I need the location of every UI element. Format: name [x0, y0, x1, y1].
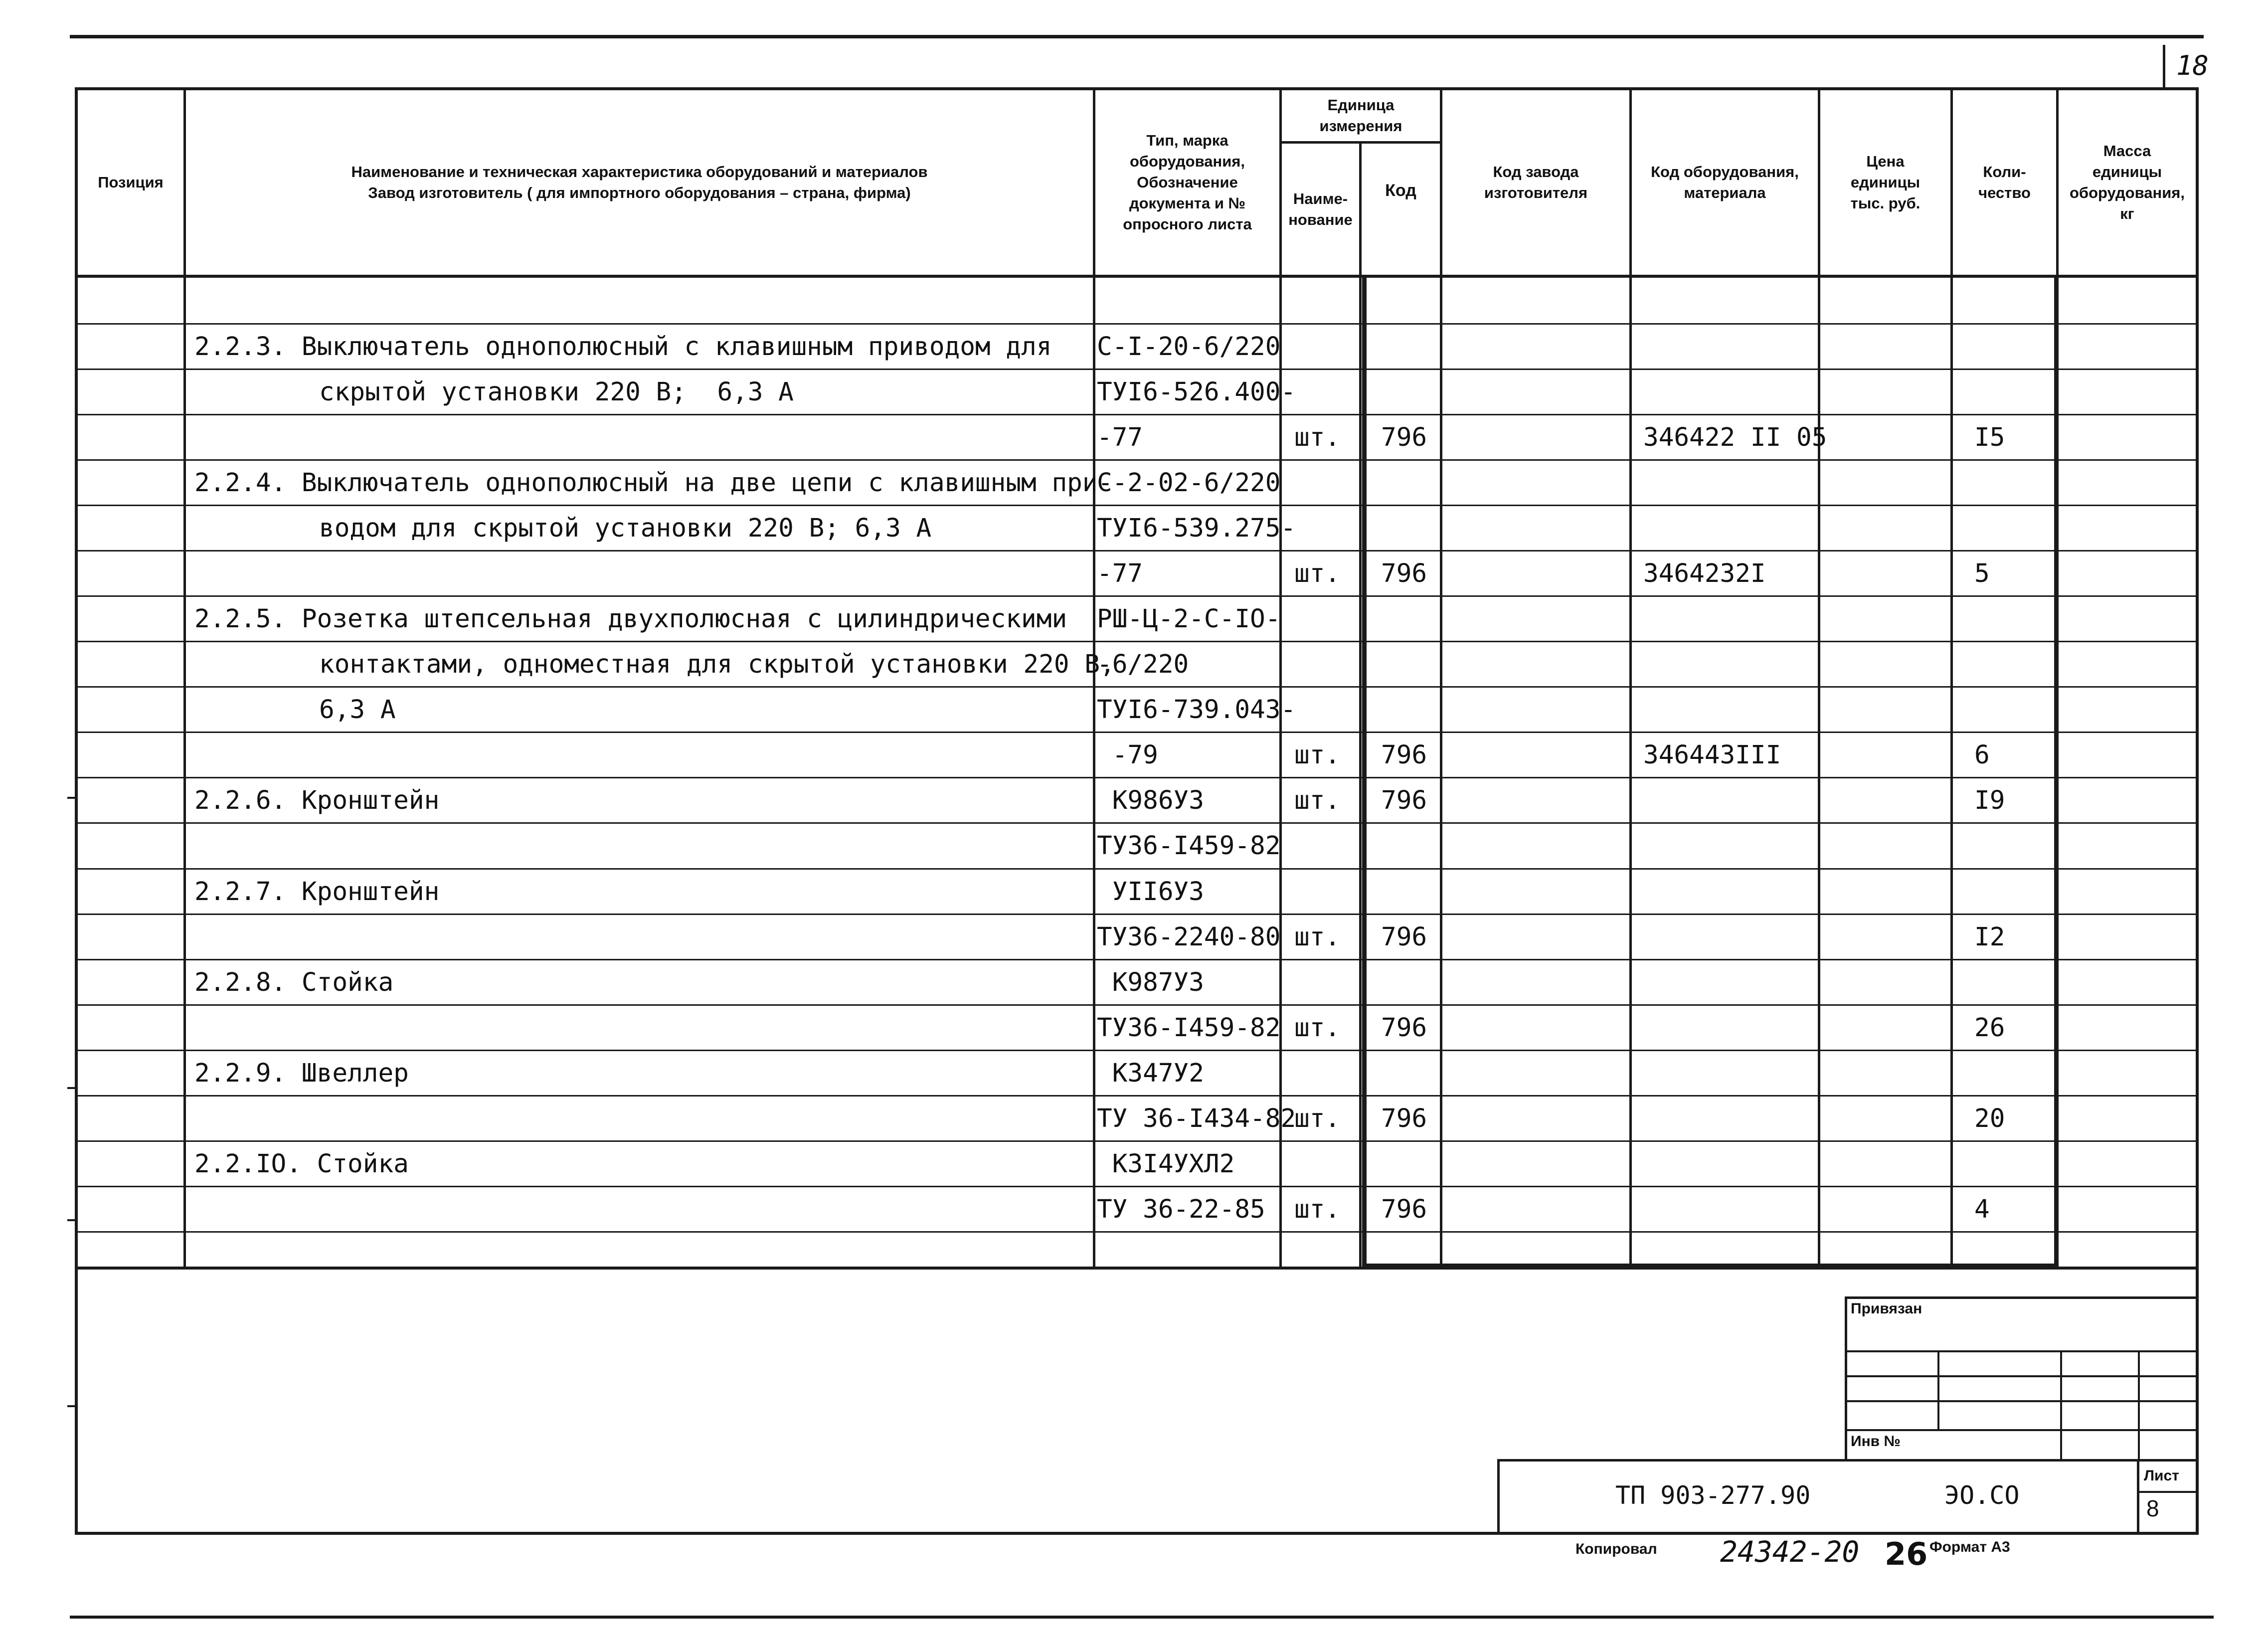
footer-order-number: 24342-20: [1720, 1535, 1860, 1569]
row-name: контактами, одноместная для скрытой установки 220 В,: [319, 650, 1115, 679]
row-unit-name: шт.: [1294, 922, 1341, 952]
row-separator: [75, 414, 2199, 415]
row-separator: [75, 822, 2199, 824]
row-separator: [75, 1231, 2199, 1233]
stamp-grid-v2: [2060, 1350, 2062, 1461]
table-left-line: [75, 87, 78, 1533]
header-name: Наименование и техническая характеристика оборудований и материалов Завод изготовитель ( для импортного оборудования – страна, фирма): [351, 163, 928, 201]
header-price: Цена единицы тыс. руб.: [1850, 153, 1920, 212]
row-equipment-code: 346443III: [1643, 740, 1781, 770]
row-separator: [75, 959, 2199, 960]
row-separator: [75, 686, 2199, 688]
stamp-inv-label: Инв №: [1851, 1433, 1901, 1450]
stamp-grid-h1: [1845, 1350, 2199, 1352]
stamp-grid-v1: [1937, 1350, 1939, 1430]
row-unit-code: 796: [1381, 1013, 1427, 1043]
col-line-qty-thick: [2054, 278, 2059, 1268]
row-unit-code: 796: [1381, 922, 1427, 952]
row-type: ТУ36-I459-82: [1097, 831, 1281, 861]
margin-tick-3: [67, 1219, 77, 1221]
row-separator: [75, 1140, 2199, 1142]
footer-number: 26: [1885, 1536, 1928, 1572]
stamp-sheet-split: [2137, 1491, 2199, 1493]
page-number-divider: [2163, 45, 2165, 87]
row-type: ТУI6-739.043-: [1097, 695, 1296, 725]
stamp-title-top: [1497, 1459, 2199, 1462]
row-quantity: I2: [1974, 922, 2005, 952]
row-quantity: 20: [1974, 1104, 2005, 1133]
row-quantity: I5: [1974, 423, 2005, 452]
row-name: скрытой установки 220 В; 6,3 А: [319, 377, 794, 407]
row-separator: [75, 1186, 2199, 1187]
row-name: 2.2.7. Кронштейн: [194, 877, 440, 907]
row-separator: [75, 1004, 2199, 1006]
page-number: 18: [2176, 50, 2209, 81]
row-separator: [75, 595, 2199, 597]
col-line-unit-name: [1359, 142, 1362, 1268]
row-type: ТУ 36-I434-82: [1097, 1104, 1296, 1133]
row-name: водом для скрытой установки 220 В; 6,3 А: [319, 514, 932, 543]
header-bottom-line: [75, 275, 2199, 278]
row-separator: [75, 914, 2199, 915]
row-name: 2.2.8. Стойка: [194, 968, 394, 997]
table-right-line: [2196, 87, 2199, 1533]
stamp-title-left: [1497, 1459, 1500, 1534]
stamp-sheet-label: Лист: [2144, 1467, 2179, 1484]
row-equipment-code: 346422 II 05: [1643, 423, 1827, 452]
stamp-doc-code: ТП 903-277.90: [1615, 1481, 1811, 1510]
stamp-grid-h4: [1845, 1429, 2199, 1431]
row-unit-name: шт.: [1294, 423, 1341, 452]
row-separator: [75, 732, 2199, 733]
row-type: -77: [1097, 423, 1143, 452]
row-name: 6,3 А: [319, 695, 396, 725]
row-type: С-2-02-6/220: [1097, 468, 1281, 498]
row-quantity: I9: [1974, 786, 2005, 815]
row-unit-name: шт.: [1294, 786, 1341, 815]
row-type: ТУI6-526.400-: [1097, 377, 1296, 407]
row-unit-code: 796: [1381, 740, 1427, 770]
row-separator: [75, 459, 2199, 461]
row-separator: [75, 323, 2199, 325]
header-plant-code: Код завода изготовителя: [1484, 163, 1588, 201]
stamp-section: ЭО.СО: [1944, 1481, 2020, 1510]
row-unit-code: 796: [1381, 1104, 1427, 1133]
row-separator: [75, 777, 2199, 778]
row-type: -79: [1097, 740, 1158, 770]
row-name: 2.2.4. Выключатель однополюсный на две цепи с клавишным при-: [194, 468, 1113, 498]
row-type: ТУI6-539.275-: [1097, 514, 1296, 543]
row-type: К3I4УХЛ2: [1097, 1149, 1235, 1179]
stamp-linked-left: [1845, 1296, 1847, 1461]
row-unit-code: 796: [1381, 423, 1427, 452]
row-quantity: 4: [1974, 1195, 1990, 1224]
row-unit-name: шт.: [1294, 1104, 1341, 1133]
row-type: -6/220: [1097, 650, 1189, 679]
row-separator: [75, 868, 2199, 870]
row-name: 2.2.6. Кронштейн: [194, 786, 440, 815]
header-unit-code: Код: [1385, 181, 1416, 200]
row-separator: [75, 641, 2199, 642]
row-separator: [75, 1050, 2199, 1051]
row-quantity: 26: [1974, 1013, 2005, 1043]
stamp-sheet-left: [2137, 1459, 2139, 1534]
row-type: С-I-20-6/220: [1097, 332, 1281, 362]
row-name: 2.2.IO. Стойка: [194, 1149, 409, 1179]
col-line-unit-code-thick: [1362, 278, 1367, 1268]
row-type: ТУ 36-22-85: [1097, 1195, 1265, 1224]
stamp-linked-top: [1845, 1296, 2199, 1299]
footer-copied-label: Копировал: [1575, 1541, 1657, 1557]
row-type: ТУ36-I459-82: [1097, 1013, 1281, 1043]
row-unit-code: 796: [1381, 786, 1427, 815]
row-quantity: 6: [1974, 740, 1990, 770]
margin-tick-4: [67, 1405, 77, 1407]
header-qty: Коли- чество: [1978, 163, 2031, 201]
row-unit-name: шт.: [1294, 559, 1341, 588]
header-position: Позиция: [98, 174, 164, 191]
header-mass: Масса единицы оборудования, кг: [2069, 142, 2185, 222]
row-separator: [75, 505, 2199, 506]
row-unit-code: 796: [1381, 1195, 1427, 1224]
row-type: ТУ36-2240-80: [1097, 922, 1281, 952]
bottom-border-line: [70, 1616, 2214, 1619]
sheet-bottom-line: [75, 1532, 2199, 1535]
row-type: К986УЗ: [1097, 786, 1204, 815]
row-type: К347У2: [1097, 1059, 1204, 1088]
row-unit-name: шт.: [1294, 1013, 1341, 1043]
row-name: 2.2.5. Розетка штепсельная двухполюсная с цилиндрическими: [194, 604, 1067, 634]
stamp-sheet-number: 8: [2146, 1495, 2159, 1521]
margin-tick-1: [67, 797, 77, 799]
header-equip-code: Код оборудования, материала: [1651, 163, 1799, 201]
stamp-grid-v3: [2138, 1350, 2140, 1461]
row-type: УII6УЗ: [1097, 877, 1204, 907]
thick-bottom-unit-qty: [1362, 1264, 2059, 1268]
top-border-line: [70, 35, 2204, 38]
header-unit: Единица измерения: [1319, 96, 1402, 135]
row-separator: [75, 368, 2199, 370]
row-equipment-code: 3464232I: [1643, 559, 1766, 588]
stamp-grid-h2: [1845, 1375, 2199, 1377]
row-name: 2.2.9. Швеллер: [194, 1059, 409, 1088]
stamp-linked-label: Привязан: [1851, 1300, 1922, 1317]
row-separator: [75, 550, 2199, 551]
row-unit-name: шт.: [1294, 740, 1341, 770]
footer-format: Формат А3: [1929, 1539, 2010, 1555]
header-unit-name: Наиме- нование: [1288, 189, 1353, 228]
row-unit-code: 796: [1381, 559, 1427, 588]
row-unit-name: шт.: [1294, 1195, 1341, 1224]
row-quantity: 5: [1974, 559, 1990, 588]
row-type: К987УЗ: [1097, 968, 1204, 997]
stamp-grid-h3: [1845, 1400, 2199, 1402]
header-type: Тип, марка оборудования, Обозначение документа и № опросного листа: [1123, 132, 1252, 233]
row-type: -77: [1097, 559, 1143, 588]
row-name: 2.2.3. Выключатель однополюсный с клавишным приводом для: [194, 332, 1052, 362]
row-separator: [75, 1095, 2199, 1097]
margin-tick-2: [67, 1087, 77, 1089]
row-type: РШ-Ц-2-С-IO-: [1097, 604, 1281, 634]
